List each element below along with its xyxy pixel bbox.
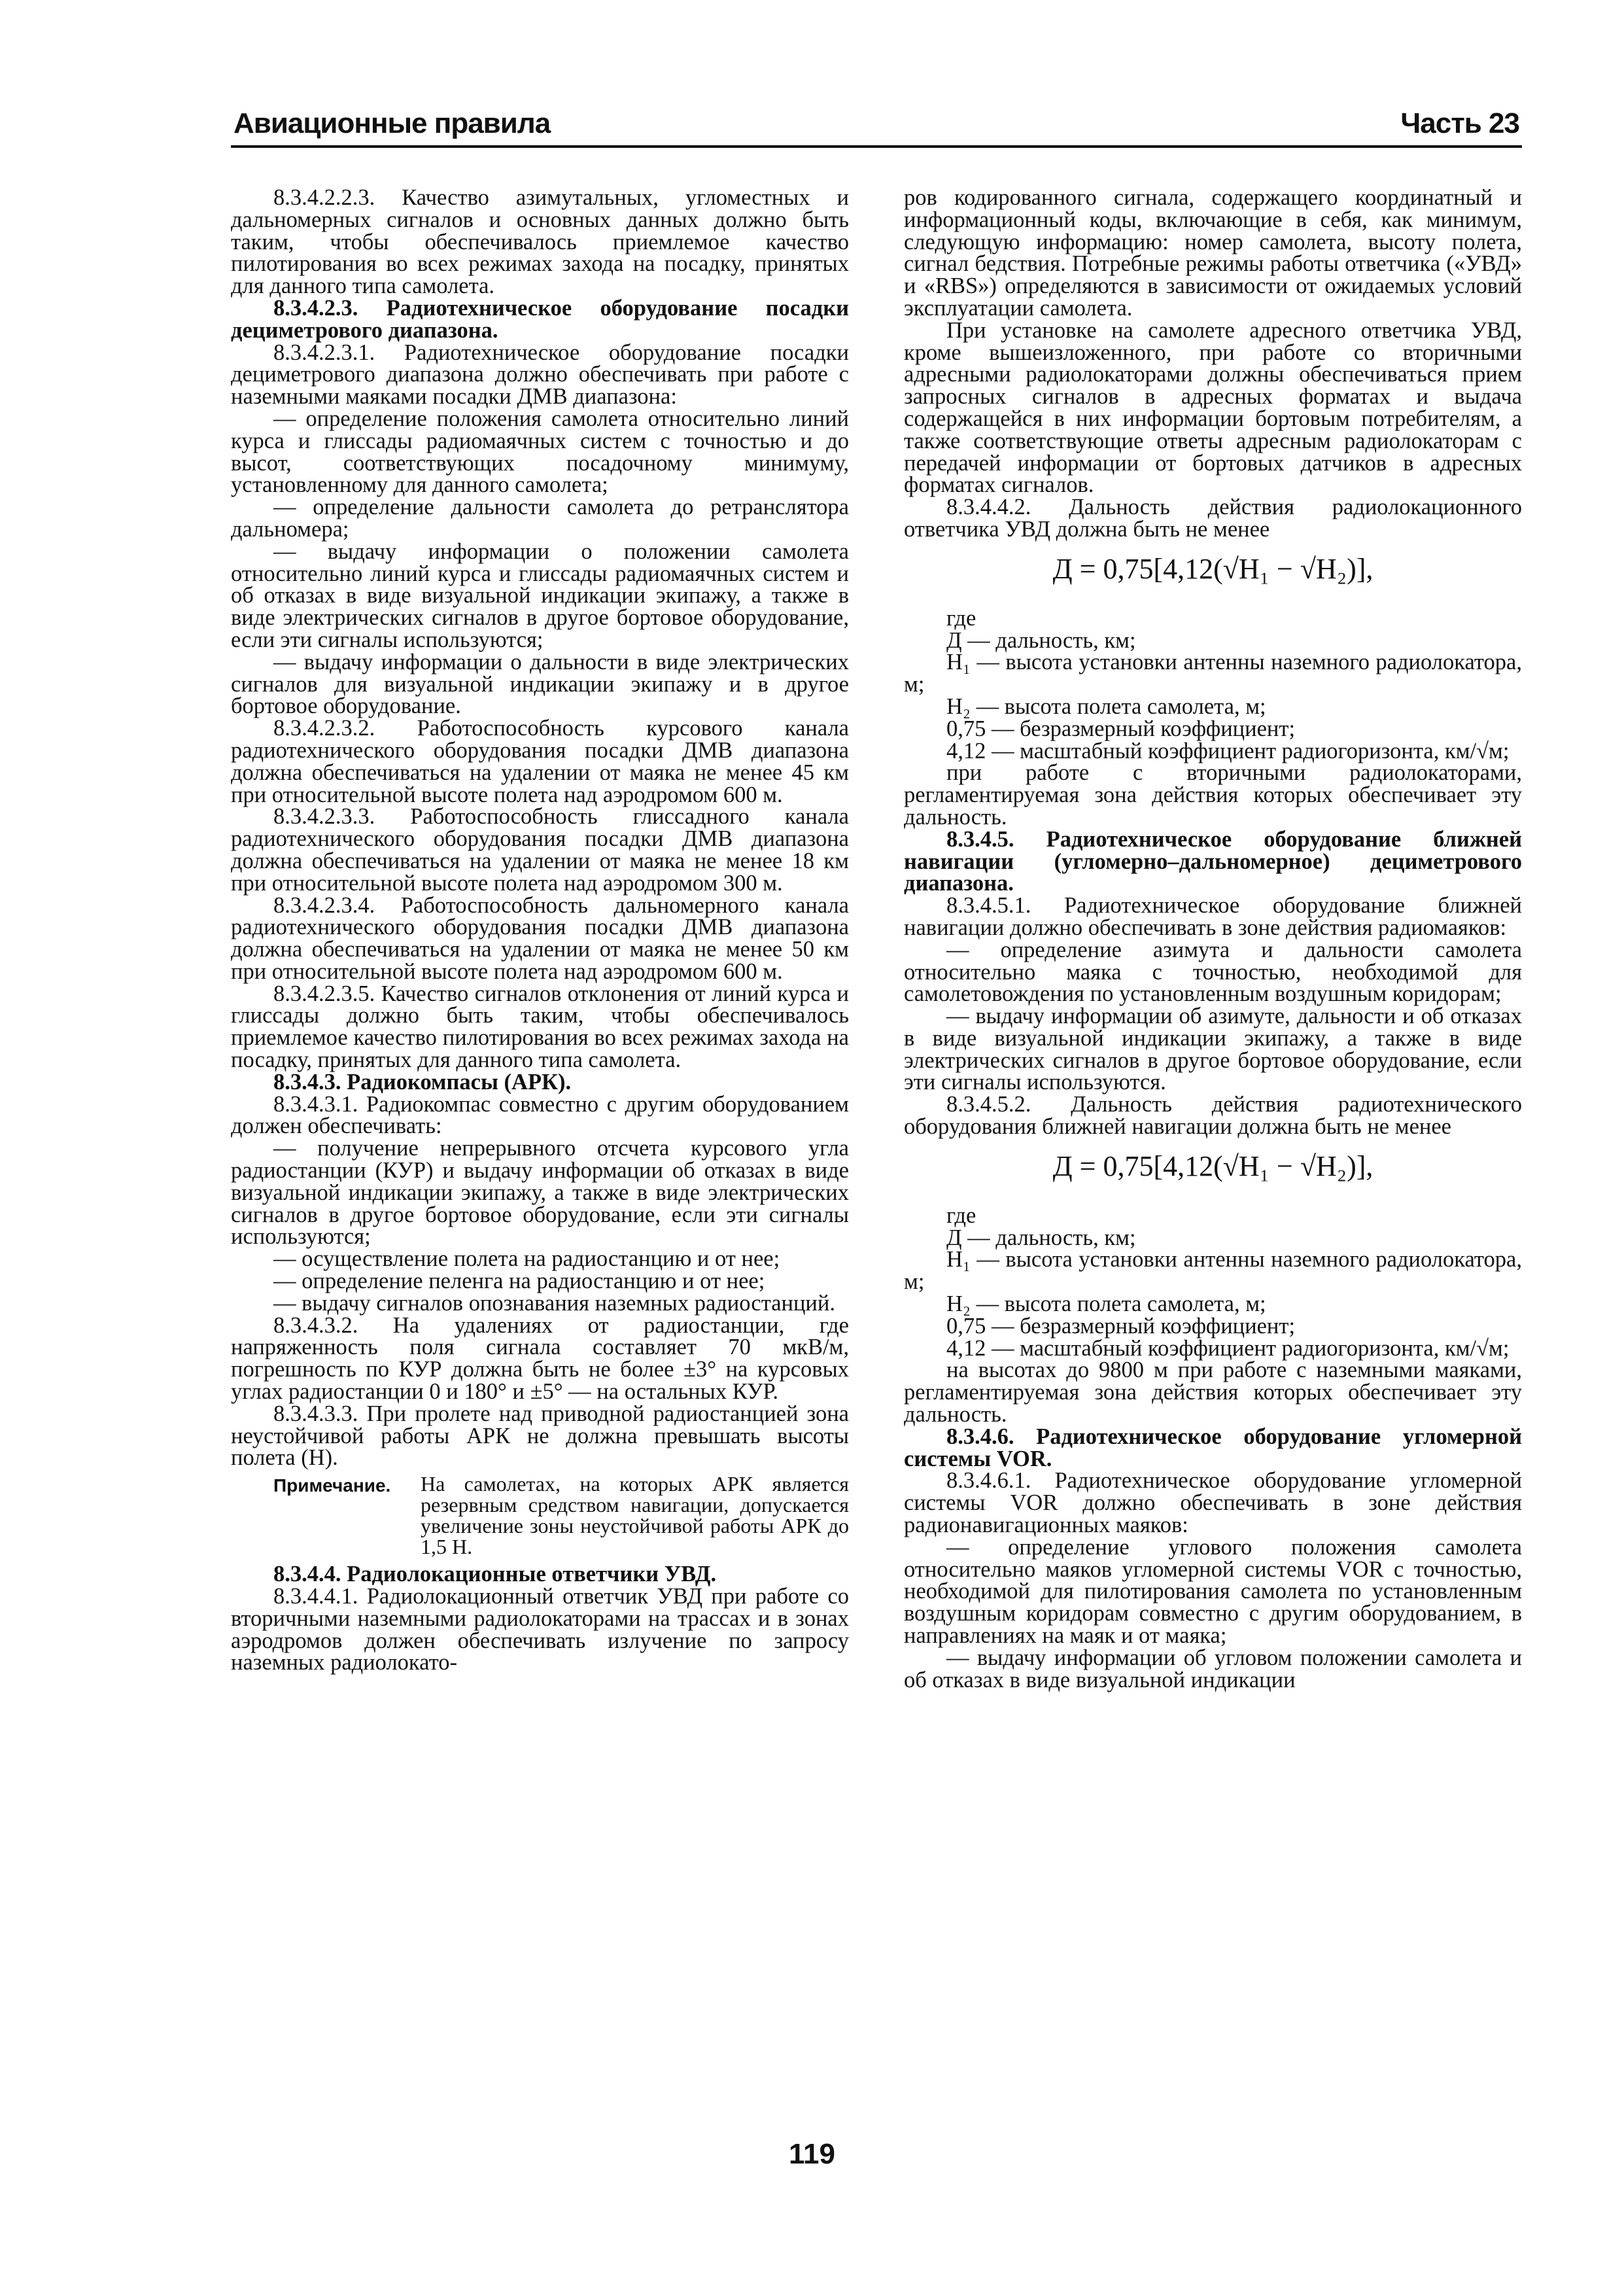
section-heading: 8.3.4.4. Радиолокационные ответчики УВД.: [273, 1562, 717, 1587]
right-column: [904, 187, 1522, 1691]
paragraph: — определение положения самолета относительно линий курса и глиссады радиомаячных систем с точностью и до высот, соответствующих посадочному минимуму, установленному для данного самолета;: [231, 406, 849, 498]
paragraph: — выдачу информации о положении самолета относительно линий курса и глиссады радиомаячных систем и об отказах в виде визуальной индикации экипажу, а также в виде электрических сигналов в другое бортовое оборудование, если эти сигналы используются;: [231, 538, 849, 652]
paragraph: 8.3.4.3.3. При пролете над приводной радиостанцией зона неустойчивой работы АРК не должна превышать высоты полета (H).: [231, 1401, 849, 1471]
paragraph: при работе с вторичными радиолокаторами, регламентируемая зона действия которых обеспечивает эту дальность.: [904, 760, 1522, 830]
paragraph: 8.3.4.2.2.3. Качество азимутальных, угломестных и дальномерных сигналов и основных данных должно быть таким, чтобы обеспечивалось приемлемое качество пилотирования во всех режимах захода на посадку, принятых для данного типа самолета.: [231, 185, 849, 299]
paragraph: на высотах до 9800 м при работе с наземными маяками, регламентируемая зона действия которых обеспечивает эту дальность.: [904, 1358, 1522, 1428]
section-heading: 8.3.4.6. Радиотехническое оборудование угломерной системы VOR.: [904, 1424, 1522, 1471]
paragraph: Д — дальность, км;: [946, 1225, 1136, 1250]
paragraph: 8.3.4.2.3.1. Радиотехническое оборудование посадки дециметрового диапазона должно обеспечивать при работе с наземными маяками посадки ДМВ диапазона:: [231, 340, 849, 410]
paragraph: — определение углового положения самолета относительно маяков угломерной системы VOR с точностью, необходимой для пилотирования самолета по установленным воздушным коридорам совместно с другим оборудованием, в направлениях на маяк и от маяка;: [904, 1534, 1522, 1649]
part-label: Часть 23: [1400, 107, 1519, 139]
paragraph: 8.3.4.2.3.2. Работоспособность курсового канала радиотехнического оборудования посадки ДМВ диапазона должна обеспечиваться на удалении от маяка не менее 45 км при относительной высоте полета над аэродромом 600 м.: [231, 716, 849, 807]
note-text: На самолетах, на которых АРК является резервным средством навигации, допускается увеличение зоны неустойчивой работы АРК до 1,5 H.: [421, 1472, 849, 1559]
paragraph: 8.3.4.3.1. Радиокомпас совместно с другим оборудованием должен обеспечивать:: [231, 1091, 849, 1139]
section-heading: 8.3.4.3. Радиокомпасы (АРК).: [273, 1069, 572, 1095]
paragraph: — выдачу сигналов опознавания наземных радиостанций.: [273, 1290, 835, 1316]
paragraph: где: [946, 605, 976, 631]
paragraph: 4,12 — масштабный коэффициент радиогоризонта, км/√м;: [946, 1335, 1510, 1361]
paragraph: где: [946, 1202, 976, 1228]
paragraph: 8.3.4.4.1. Радиолокационный ответчик УВД при работе со вторичными наземными радиолокаторами на трассах и в зонах аэродромов должен обеспечивать излучение по запросу наземных радиолокато-: [231, 1584, 849, 1675]
paragraph: 0,75 — безразмерный коэффициент;: [946, 716, 1296, 741]
paragraph: 0,75 — безразмерный коэффициент;: [946, 1313, 1296, 1339]
formula: Д = 0,75[4,12(√H₁ − √H₂)],: [1052, 1149, 1373, 1182]
paragraph: H₁ — высота установки антенны наземного радиолокатора, м;: [904, 650, 1522, 697]
paragraph: 8.3.4.3.2. На удалениях от радиостанции, где напряженность поля сигнала составляет 70 мкВ/м, погрешность по КУР должна быть не более ±3° на курсовых углах радиостанции 0 и 180° и ±5° — на остальных КУР.: [231, 1312, 849, 1405]
page-number: 119: [789, 2138, 835, 2170]
paragraph: — выдачу информации об азимуте, дальности и об отказах в виде визуальной индикации экипажу, а также в виде электрических сигналов в другое бортовое оборудование, если эти сигналы используются.: [904, 1004, 1522, 1095]
paragraph: — получение непрерывного отсчета курсового угла радиостанции (КУР) и выдачу информации об отказах в виде визуальной индикации экипажу, а также в виде электрических сигналов в другое бортовое оборудование, если эти сигналы используются;: [231, 1136, 849, 1250]
paragraph: 8.3.4.5.1. Радиотехническое оборудование ближней навигации должно обеспечивать в зоне действия радиомаяков:: [904, 893, 1522, 940]
document-title: Авиационные правила: [233, 107, 551, 139]
paragraph: H₁ — высота установки антенны наземного радиолокатора, м;: [904, 1247, 1522, 1295]
paragraph: 8.3.4.5.2. Дальность действия радиотехнического оборудования ближней навигации должна быть не менее: [904, 1092, 1522, 1140]
paragraph: 8.3.4.2.3.5. Качество сигналов отклонения от линий курса и глиссады должно быть таким, чтобы обеспечивалось приемлемое качество пилотирования во всех режимах захода на посадку, принятых для данного типа самолета.: [231, 981, 849, 1073]
paragraph: H₂ — высота полета самолета, м;: [946, 1291, 1266, 1317]
paragraph: 8.3.4.2.3.3. Работоспособность глиссадного канала радиотехнического оборудования посадки ДМВ диапазона должна обеспечиваться на удалении от маяка не менее 18 км при относительной высоте полета над аэродромом 300 м.: [231, 804, 849, 896]
paragraph: 8.3.4.2.3.4. Работоспособность дальномерного канала радиотехнического оборудования посадки ДМВ диапазона должна обеспечиваться на удалении от маяка не менее 50 км при относительной высоте полета над аэродромом 600 м.: [231, 892, 849, 984]
paragraph: При установке на самолете адресного ответчика УВД, кроме вышеизложенного, при работе со вторичными адресными радиолокаторами должны обеспечиваться прием запросных сигналов в адресных форматах и выдача содержащейся в них информации бортовым потребителям, а также соответствующие ответы адресным радиолокаторам с передачей информации от бортовых датчиков в адресных форматах сигналов.: [904, 317, 1522, 498]
paragraph: Д — дальность, км;: [946, 627, 1136, 653]
paragraph: ров кодированного сигнала, содержащего координатный и информационный коды, включающие в себя, как минимум, следующую информацию: номер самолета, высоту полета, сигнал бедствия. Потребные режимы работы ответчика («УВД» и «RBS») определяются в зависимости от ожидаемых условий эксплуатации самолета.: [904, 185, 1522, 321]
paragraph: 8.3.4.4.2. Дальность действия радиолокационного ответчика УВД должна быть не менее: [904, 495, 1522, 542]
paragraph: H₂ — высота полета самолета, м;: [946, 693, 1266, 719]
paragraph: — определение азимута и дальности самолета относительно маяка с точностью, необходимой для самолетовождения по установленным воздушным коридорам;: [904, 937, 1522, 1007]
paragraph: — выдачу информации о дальности в виде электрических сигналов для визуальной индикации экипажу и в другое бортовое оборудование.: [231, 649, 849, 719]
paragraph: — определение дальности самолета до ретранслятора дальномера;: [231, 495, 849, 542]
paragraph: — осуществление полета на радиостанцию и от нее;: [273, 1246, 780, 1272]
section-heading: 8.3.4.2.3. Радиотехническое оборудование посадки дециметрового диапазона.: [231, 295, 849, 343]
paragraph: 4,12 — масштабный коэффициент радиогоризонта, км/√м;: [946, 738, 1510, 763]
note-label: Примечание.: [273, 1475, 391, 1496]
paragraph: — выдачу информации об угловом положении самолета и об отказах в виде визуальной индикации: [904, 1645, 1522, 1692]
formula: Д = 0,75[4,12(√H₁ − √H₂)],: [1052, 552, 1373, 585]
left-column: [231, 187, 849, 1674]
paragraph: 8.3.4.6.1. Радиотехническое оборудование угломерной системы VOR должно обеспечивать в зоне действия радионавигационных маяков:: [904, 1468, 1522, 1538]
page-header: [231, 98, 1522, 148]
section-heading: 8.3.4.5. Радиотехническое оборудование ближней навигации (угломерно–дальномерное) дециметрового диапазона.: [904, 826, 1522, 896]
note: [273, 1473, 849, 1557]
paragraph: — определение пеленга на радиостанцию и от нее;: [273, 1269, 765, 1294]
